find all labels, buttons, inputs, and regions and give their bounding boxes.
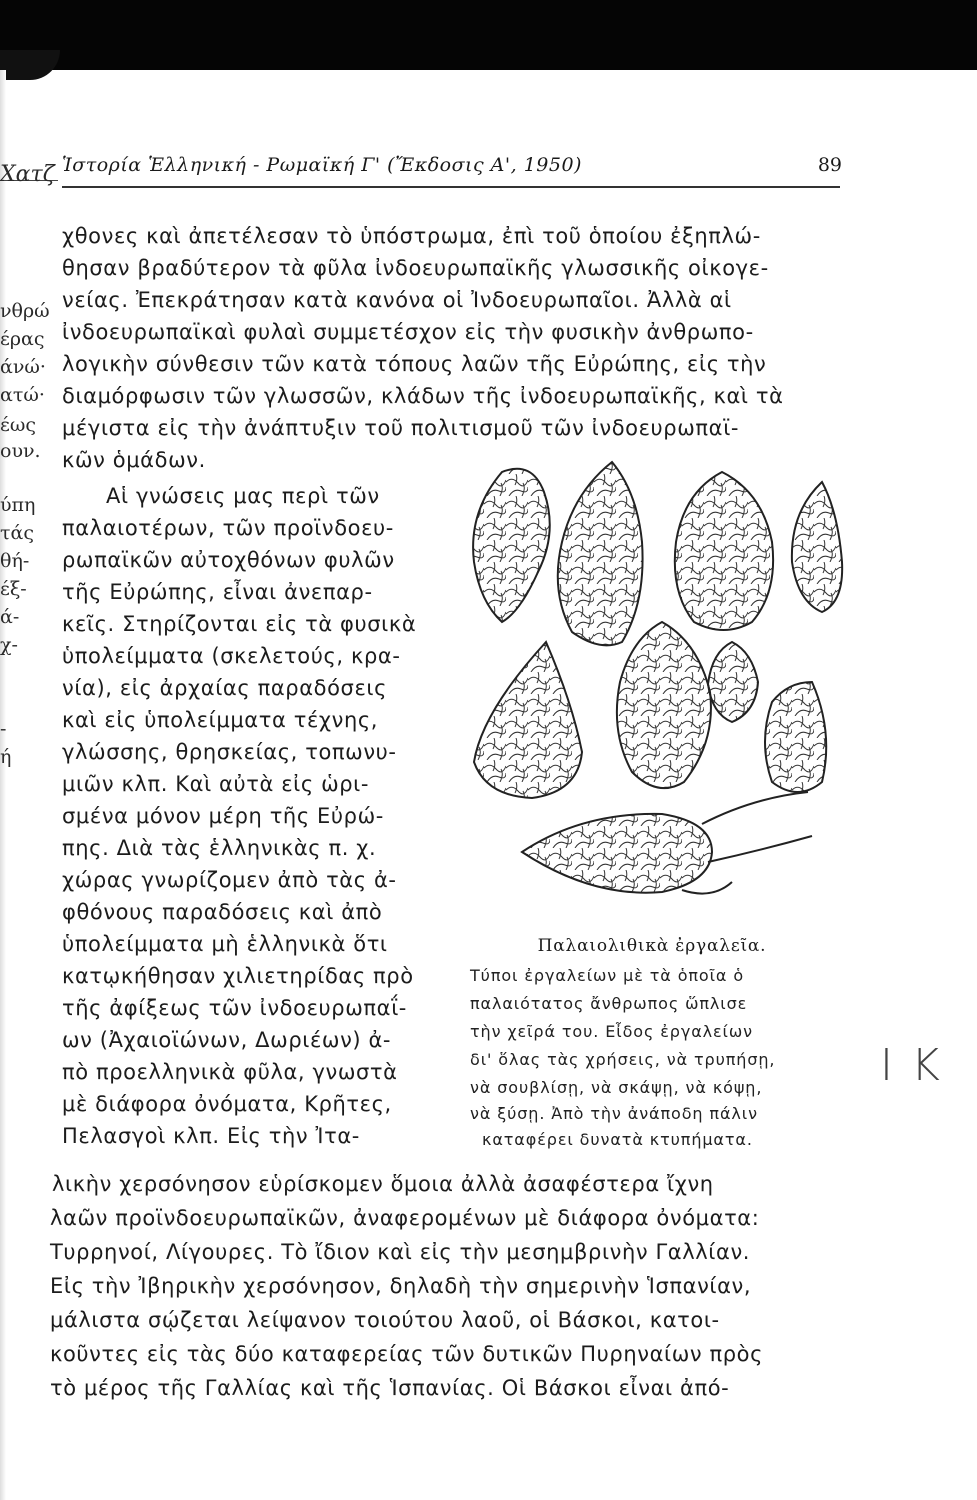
text-line: χώρας γνωρίζομεν ἀπὸ τὰς ἀ- bbox=[62, 868, 397, 892]
caption-line: νὰ σουβλίσῃ, νὰ σκάψῃ, νὰ κόψῃ, bbox=[470, 1078, 763, 1097]
header-rule bbox=[62, 186, 840, 188]
text-line: Εἰς τὴν Ἰβηρικὴν χερσόνησον, δηλαδὴ τὴν σημερινὴν Ἱσπανίαν, bbox=[50, 1274, 752, 1298]
left-fragment: θή- bbox=[0, 550, 30, 572]
text-line: λικὴν χερσόνησον εὑρίσκομεν ὅμοια ἀλλὰ ἀσαφέστερα ἴχνη bbox=[52, 1172, 714, 1196]
hand-axe-8 bbox=[765, 682, 826, 792]
text-line: κατῳκήθησαν χιλιετηρίδας πρὸ bbox=[62, 964, 414, 988]
left-fragment: ή bbox=[0, 746, 12, 768]
caption-line: Τύποι ἐργαλείων μὲ τὰ ὁποῖα ὁ bbox=[470, 966, 745, 985]
hand-axe-1 bbox=[473, 469, 550, 622]
text-line: τῆς Εὐρώπης, εἶναι ἀνεπαρ- bbox=[62, 580, 373, 604]
text-line: κεῖς. Στηρίζονται εἰς τὰ φυσικὰ bbox=[62, 612, 417, 636]
text-line: Αἱ γνώσεις μας περὶ τῶν bbox=[106, 484, 380, 508]
text-line: φθόνους παραδόσεις καὶ ἀπὸ bbox=[62, 900, 383, 924]
left-fragment: ύπη bbox=[0, 494, 36, 516]
text-line: ὑπολείμματα μὴ ἑλληνικὰ ὅτι bbox=[62, 932, 388, 956]
left-fragment: έως bbox=[0, 414, 36, 436]
left-fragment: άνώ· bbox=[0, 356, 46, 378]
left-fragment: έξ- bbox=[0, 578, 27, 600]
caption-line: παλαιότατος ἄνθρωπος ὥπλισε bbox=[470, 994, 748, 1013]
text-line: μάλιστα σῴζεται λείψανον τοιούτου λαοῦ, οἱ Βάσκοι, κατοι- bbox=[50, 1308, 720, 1332]
hand-axe-7 bbox=[708, 642, 758, 722]
text-line: κῶν ὁμάδων. bbox=[62, 448, 206, 472]
left-fragment: ά- bbox=[0, 606, 20, 628]
text-line: σμένα μόνον μέρη τῆς Εὐρώ- bbox=[62, 804, 384, 828]
hand-axe-3 bbox=[675, 472, 773, 630]
text-line: χθονες καὶ ἀπετέλεσαν τὸ ὑπόστρωμα, ἐπὶ τοῦ ὁποίου ἐξηπλώ- bbox=[62, 224, 761, 248]
text-line: νία), εἰς ἀρχαίας παραδόσεις bbox=[62, 676, 388, 700]
text-line: ἰνδοευρωπαϊκαὶ φυλαὶ συμμετέσχον εἰς τὴν φυσικὴν ἀνθρωπο- bbox=[62, 320, 754, 344]
adjacent-page-fragment: ΙΚ bbox=[880, 1040, 958, 1091]
text-line: πὸ προελληνικὰ φῦλα, γνωστὰ bbox=[62, 1060, 398, 1084]
page-number: 89 bbox=[817, 154, 842, 176]
page-edge bbox=[0, 70, 6, 1500]
caption-line: νὰ ξύσῃ. Ἀπὸ τὴν ἀνάποδη πάλιν bbox=[470, 1104, 758, 1123]
text-line: τῆς ἀφίξεως τῶν ἰνδοευρωπαΐ- bbox=[62, 996, 407, 1020]
text-line: νείας. Ἐπεκράτησαν κατὰ κανόνα οἱ Ἰνδοευρωπαῖοι. Ἀλλὰ αἱ bbox=[62, 288, 732, 312]
text-line: διαμόρφωσιν τῶν γλωσσῶν, κλάδων τῆς ἰνδοευρωπαϊκῆς, καὶ τὰ bbox=[62, 384, 784, 408]
left-fragment: τάς bbox=[0, 522, 34, 544]
text-line: μέγιστα εἰς τὴν ἀνάπτυξιν τοῦ πολιτισμοῦ τῶν ἰνδοευρωπαϊ- bbox=[62, 416, 739, 440]
hand-axe-4 bbox=[792, 482, 842, 612]
text-line: πης. Διὰ τὰς ἑλληνικὰς π. χ. bbox=[62, 836, 377, 860]
page-header bbox=[62, 150, 842, 186]
left-fragment: - bbox=[0, 718, 7, 740]
hand-axes-illustration bbox=[462, 452, 850, 930]
text-line: ρωπαϊκῶν αὐτοχθόνων φυλῶν bbox=[62, 548, 395, 572]
left-fragment: Χατζ bbox=[0, 162, 55, 187]
hand-axe-2 bbox=[558, 462, 643, 645]
text-line: κοῦντες εἰς τὰς δύο καταφερείας τῶν δυτικῶν Πυρηναίων πρὸς bbox=[50, 1342, 764, 1366]
left-fragment: έρας bbox=[0, 328, 45, 350]
scan-dark-border bbox=[0, 0, 977, 70]
text-line: λογικὴν σύνθεσιν τῶν κατὰ τόπους λαῶν τῆς Εὐρώπης, εἰς τὴν bbox=[62, 352, 767, 376]
caption-line: δι' ὅλας τὰς χρήσεις, νὰ τρυπήσῃ, bbox=[470, 1050, 776, 1069]
left-fragment: χ- bbox=[0, 634, 18, 656]
left-fragment: ατώ· bbox=[0, 384, 45, 406]
text-line: μὲ διάφορα ὀνόματα, Κρῆτες, bbox=[62, 1092, 392, 1116]
hand-axe-5 bbox=[474, 642, 582, 798]
text-line: γλώσσης, θρησκείας, τοπωνυ- bbox=[62, 740, 397, 764]
text-line: θησαν βραδύτερον τὰ φῦλα ἰνδοευρωπαϊκῆς γλωσσικῆς οἰκογε- bbox=[62, 256, 769, 280]
page-fold-shadow bbox=[0, 50, 60, 80]
text-line: Τυρρηνοί, Λίγουρες. Τὸ ἴδιον καὶ εἰς τὴν μεσημβρινὴν Γαλλίαν. bbox=[50, 1240, 751, 1264]
text-line: παλαιοτέρων, τῶν προϊνδοευ- bbox=[62, 516, 394, 540]
text-line: ὑπολείμματα (σκελετούς, κρα- bbox=[62, 644, 401, 668]
caption-line: καταφέρει δυνατὰ κτυπήματα. bbox=[482, 1130, 753, 1149]
figure-caption-title: Παλαιολιθικὰ ἐργαλεῖα. bbox=[537, 936, 767, 956]
text-line: λαῶν προϊνδοευρωπαϊκῶν, ἀναφερομένων μὲ διάφορα ὀνόματα: bbox=[50, 1206, 760, 1230]
text-line: τὸ μέρος τῆς Γαλλίας καὶ τῆς Ἱσπανίας. Οἱ Βάσκοι εἶναι ἀπό- bbox=[50, 1376, 730, 1400]
text-line: Πελασγοὶ κλπ. Εἰς τὴν Ἰτα- bbox=[62, 1124, 360, 1148]
text-line: καὶ εἰς ὑπολείμματα τέχνης, bbox=[62, 708, 379, 732]
caption-line: τὴν χεῖρά του. Εἶδος ἐργαλείων bbox=[470, 1022, 754, 1041]
hand-axe-in-hand bbox=[522, 814, 712, 893]
left-fragment: ουν. bbox=[0, 440, 41, 462]
running-head: Ἱστορία Ἑλληνική - Ρωμαϊκή Γ' (Ἔκδοσις Α', 1950) bbox=[62, 154, 582, 176]
hand-axe-6 bbox=[617, 622, 711, 788]
text-line: μιῶν κλπ. Καὶ αὐτὰ εἰς ὡρι- bbox=[62, 772, 370, 796]
left-fragment: νθρώ bbox=[0, 300, 50, 322]
text-line: ων (Ἀχαιοϊώνων, Δωριέων) ἀ- bbox=[62, 1028, 392, 1052]
